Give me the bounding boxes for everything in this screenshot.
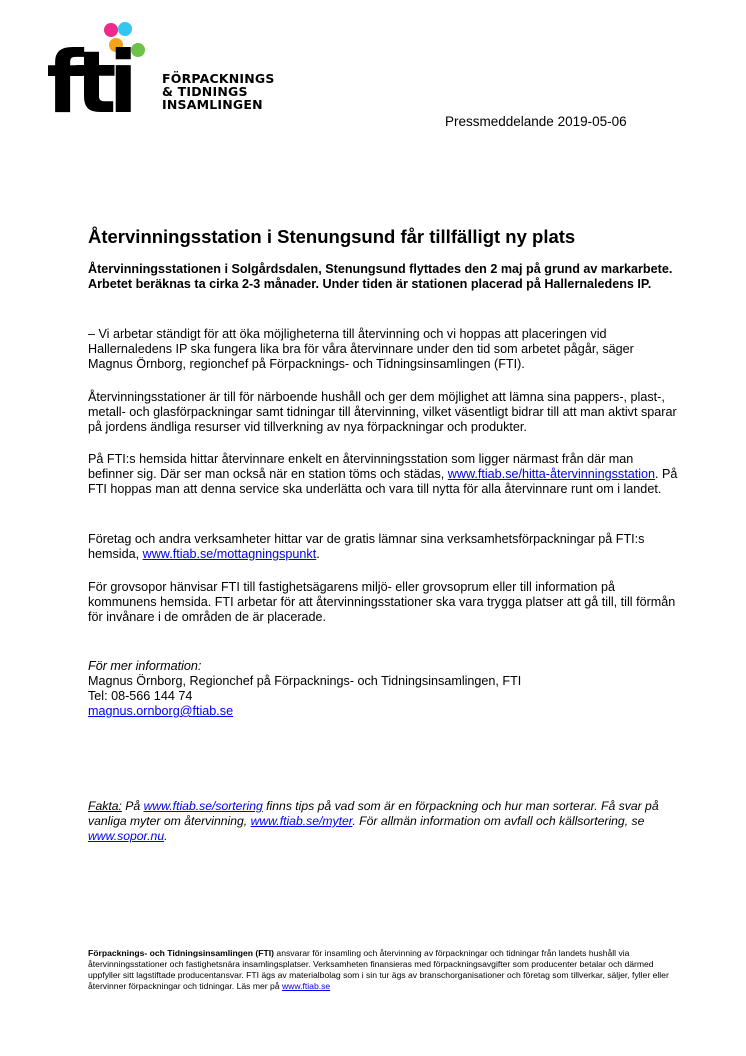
sopor-link[interactable]: www.sopor.nu <box>88 829 165 843</box>
hitta-station-link[interactable]: www.ftiab.se/hitta-återvinningsstation <box>447 467 655 481</box>
paragraph-bulky-waste: För grovsopor hänvisar FTI till fastighetsägarens miljö- eller grovsoprum eller till information på kommunens hemsida. FTI arbetar för att återvinningsstationer ska vara trygga platser att gå till, till förmån för invånare i de områden de är placerade. <box>88 580 676 624</box>
facts-paragraph <box>88 799 678 844</box>
sortering-link[interactable]: www.ftiab.se/sortering <box>143 799 263 813</box>
logo-line-2: & TIDNINGS <box>162 84 248 99</box>
facts-text-3: . För allmän information om avfall och källsortering, se <box>352 814 645 828</box>
myter-link[interactable]: www.ftiab.se/myter <box>250 814 353 828</box>
paragraph-stations-purpose: Återvinningsstationer är till för närboende hushåll och ger dem möjlighet att lämna sina pappers-, plast-, metall- och glasförpackningar samt tidningar till återvinning, vilket väsentligt bidrar till att man aktivt sparar på jordens ändliga resurser vid tillverkning av nya förpackningar och produkter. <box>88 390 677 434</box>
paragraph-website-text-2: . På FTI hoppas man att denna service ska underlätta och vara till nytta för alla återvinnare runt om i landet. <box>88 467 678 496</box>
paragraph-businesses <box>88 532 678 562</box>
footer-org-name: Förpacknings- och Tidningsinsamlingen (FTI) <box>88 948 275 958</box>
paragraph-quote: – Vi arbetar ständigt för att öka möjligheterna till återvinning och vi hoppas att placeringen vid Hallernaledens IP ska fungera lika bra för våra återvinnare under den tid som arbetet pågår, säger Magnus Örnborg, regionchef på Förpacknings- och Tidningsinsamlingen (FTI). <box>88 327 634 371</box>
contact-phone: Tel: 08-566 144 74 <box>88 689 193 703</box>
contact-name: Magnus Örnborg, Regionchef på Förpacknings- och Tidningsinsamlingen, FTI <box>88 674 522 688</box>
paragraph-businesses-text-2: . <box>316 547 320 561</box>
footer-about <box>88 948 678 992</box>
footer-ftiab-link[interactable]: www.ftiab.se <box>281 981 331 991</box>
lead-paragraph: Återvinningsstationen i Solgårdsdalen, Stenungsund flyttades den 2 maj på grund av markarbete. Arbetet beräknas ta cirka 2-3 månader. Under tiden är stationen placerad på Hallernaledens IP. <box>88 262 673 291</box>
contact-block <box>88 659 678 719</box>
facts-text-1: På <box>121 799 144 813</box>
paragraph-website <box>88 452 678 497</box>
logo-letters: fti <box>48 33 131 120</box>
headline: Återvinningsstation i Stenungsund får tillfälligt ny plats <box>88 226 576 247</box>
logo-line-1: FÖRPACKNINGS <box>162 71 275 86</box>
press-release-date: Pressmeddelande 2019-05-06 <box>445 114 627 129</box>
footer-text: ansvarar för insamling och återvinning av förpackningar och tidningar från landets hushåll via återvinningsstationer och fastighetsnära insamlingsplatser. Verksamheten finansieras med förpackningsavgifter som producenter betalar och därmed uppfyller sitt lagstiftade producentansvar. FTI ägs av materialbolag som i sin tur ägs av branschorganisationer och företag som tillverkar, säljer, fyller eller återvinner förpackningar och tidningar. Läs mer på <box>88 948 669 991</box>
facts-text-4: . <box>164 829 168 843</box>
mottagningspunkt-link[interactable]: www.ftiab.se/mottagningspunkt <box>142 547 317 561</box>
facts-label: Fakta: <box>88 799 122 813</box>
facts-text-2: finns tips på vad som är en förpackning och hur man sorterar. Få svar på vanliga myter om återvinning, <box>88 799 659 828</box>
logo-dot-green <box>131 43 145 57</box>
logo-wordmark <box>162 72 275 111</box>
paragraph-website-text-1: På FTI:s hemsida hittar återvinnare enkelt en återvinningsstation som ligger närmast från där man befinner sig. Där ser man också när en station töms och städas, <box>88 452 634 481</box>
contact-email-link[interactable]: magnus.ornborg@ftiab.se <box>88 704 234 718</box>
paragraph-businesses-text-1: Företag och andra verksamheter hittar var de gratis lämnar sina verksamhetsförpackningar på FTI:s hemsida, <box>88 532 645 561</box>
logo-line-3: INSAMLINGEN <box>162 97 263 112</box>
contact-heading: För mer information: <box>88 659 202 673</box>
